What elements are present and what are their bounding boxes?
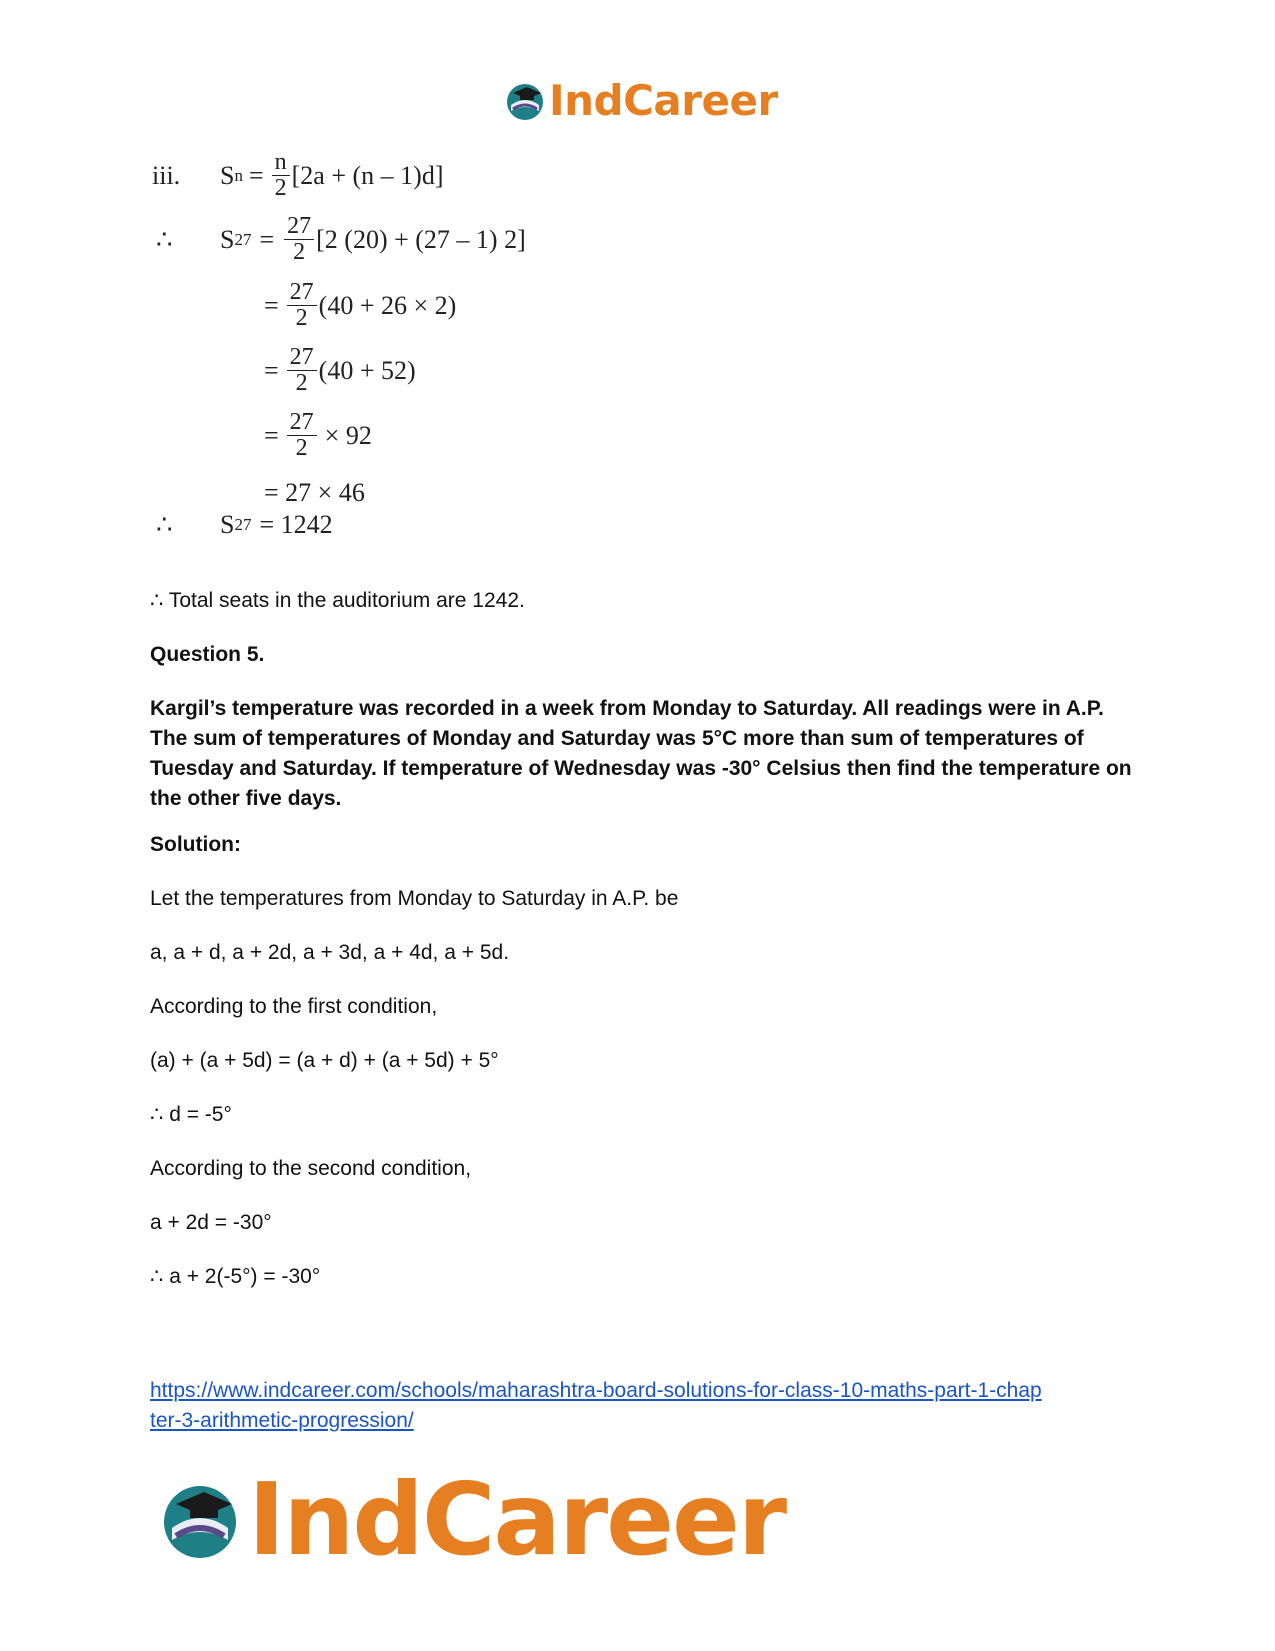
solution-line-2: a, a + d, a + 2d, a + 3d, a + 4d, a + 5d. bbox=[150, 941, 510, 964]
solution-line-7: a + 2d = -30° bbox=[150, 1211, 272, 1234]
header-logo bbox=[505, 76, 778, 125]
math-row-4: = $\frac{27}{2}$ (40 + 52) bbox=[264, 344, 416, 397]
source-link[interactable]: https://www.indcareer.com/schools/maharashtra-board-solutions-for-class-10-maths-part-1-chap ter-3-arithmetic-progression/ bbox=[150, 1379, 1042, 1432]
fraction: $\frac{27}{2}$ bbox=[284, 214, 314, 265]
graduation-cap-globe-icon bbox=[505, 81, 545, 121]
math-row-2: ∴ S 27 = $\frac{27}{2}$ [2 (20) + (27 – 1) 2] bbox=[156, 213, 526, 266]
solution-line-4: (a) + (a + 5d) = (a + d) + (a + 5d) + 5° bbox=[150, 1049, 499, 1072]
fraction: $\frac{27}{2}$ bbox=[287, 280, 317, 331]
fraction: $\frac{n}{2}$ bbox=[272, 150, 290, 201]
solution-line-1: Let the temperatures from Monday to Saturday in A.P. be bbox=[150, 887, 679, 910]
math-row-7: ∴ S 27 = 1242 bbox=[156, 510, 333, 539]
solution-line-5: ∴ d = -5° bbox=[150, 1103, 232, 1126]
fraction: $\frac{27}{2}$ bbox=[287, 410, 317, 461]
solution-heading: Solution: bbox=[150, 833, 241, 856]
question-body: Kargil’s temperature was recorded in a week from Monday to Saturday. All readings were in A.P. The sum of temperatures of Monday and Saturday was 5°C more than sum of temperatures of Tuesday and Saturday. If temperature of Wednesday was -30° Celsius then find the temperature on the other five days. bbox=[150, 697, 1132, 810]
math-row-1: iii. S n = $\frac{n}{2}$ [2a + (n – 1)d] bbox=[152, 149, 444, 202]
fraction: $\frac{27}{2}$ bbox=[287, 345, 317, 396]
solution-line-6: According to the second condition, bbox=[150, 1157, 472, 1180]
question-heading: Question 5. bbox=[150, 643, 265, 666]
brand-wordmark-large: IndCareer bbox=[248, 1461, 786, 1578]
math-row-5: = $\frac{27}{2}$ × 92 bbox=[264, 409, 372, 462]
graduation-cap-globe-icon bbox=[160, 1480, 240, 1560]
solution-line-8: ∴ a + 2(-5°) = -30° bbox=[150, 1265, 321, 1288]
brand-wordmark: IndCareer bbox=[549, 76, 778, 125]
solution-line-3: According to the first condition, bbox=[150, 995, 438, 1018]
footer-logo bbox=[160, 1461, 786, 1578]
math-row-3: = $\frac{27}{2}$ (40 + 26 × 2) bbox=[264, 279, 457, 332]
total-seats-conclusion: ∴ Total seats in the auditorium are 1242. bbox=[150, 589, 525, 612]
math-row-6: = 27 × 46 bbox=[264, 478, 365, 507]
